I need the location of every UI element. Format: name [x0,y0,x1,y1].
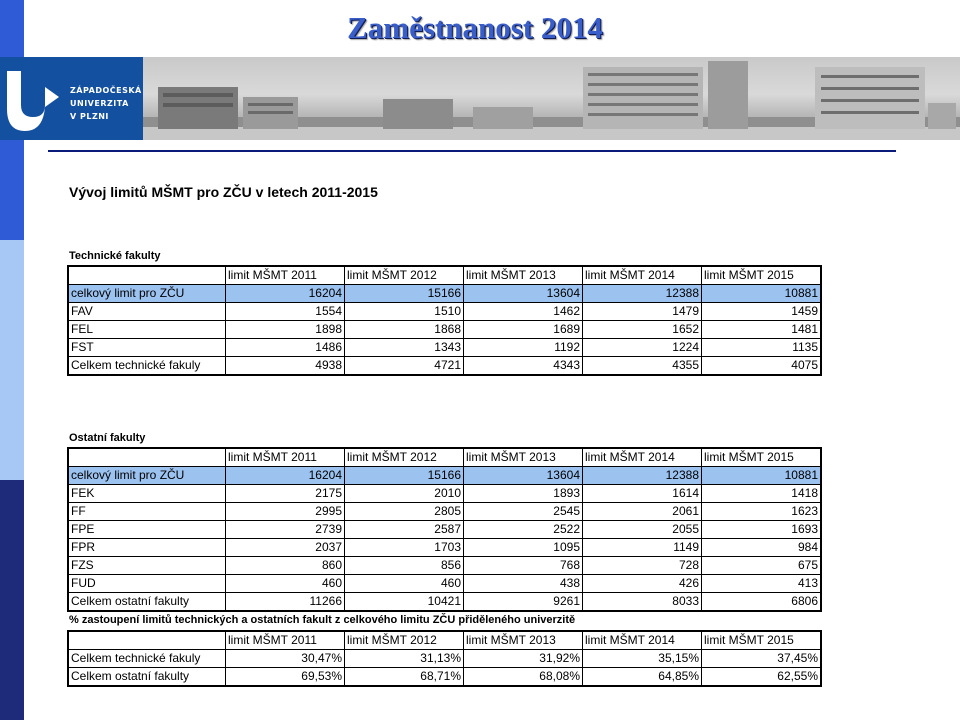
logo-line-3: V PLZNI [70,112,109,121]
table-cell: 2739 [226,521,345,539]
table-cell: 68,71% [345,668,464,687]
table-cell: 675 [702,557,822,575]
column-header: limit MŠMT 2012 [345,631,464,650]
table-row [68,339,821,357]
table-cell: 1459 [702,303,822,321]
table-cell: 2522 [464,521,583,539]
technical-section-title: Technické fakulty [69,250,161,262]
table-cell: 856 [345,557,464,575]
table-cell: 1149 [583,539,702,557]
table-cell: 35,15% [583,650,702,668]
decorative-stripe-middle [0,240,24,480]
table-cell: 1614 [583,485,702,503]
column-header: limit MŠMT 2011 [226,448,345,467]
other-section-title: Ostatní fakulty [69,432,146,444]
table-cell: 1898 [226,321,345,339]
table-row [68,485,821,503]
column-header: limit MŠMT 2013 [464,631,583,650]
table-row [68,303,821,321]
table-cell: 1135 [702,339,822,357]
table-cell: 31,13% [345,650,464,668]
table-cell: 4938 [226,357,345,376]
table-cell: 1693 [702,521,822,539]
document-title: Vývoj limitů MŠMT pro ZČU v letech 2011-2015 [69,184,378,200]
university-logo [0,57,143,140]
percent-section-title: % zastoupení limitů technických a ostatních fakult z celkového limitu ZČU přiděleného univerzitě [69,614,576,626]
table-cell: 9261 [464,593,583,612]
table-cell: 10421 [345,593,464,612]
table-cell: 4343 [464,357,583,376]
table-cell: 2037 [226,539,345,557]
table-cell: 16204 [226,467,345,485]
table-cell: 1868 [345,321,464,339]
table-cell: 1224 [583,339,702,357]
row-label: Celkem technické fakuly [68,650,226,668]
column-header: limit MŠMT 2014 [583,448,702,467]
row-label: FF [68,503,226,521]
table-row [68,321,821,339]
campus-buildings-image [143,57,960,140]
column-header: limit MŠMT 2013 [464,266,583,285]
table-row-highlighted [68,467,821,485]
divider-line [48,150,896,152]
table-row [68,668,821,687]
table-cell: 426 [583,575,702,593]
table-cell: 2175 [226,485,345,503]
table-cell: 2587 [345,521,464,539]
column-header: limit MŠMT 2012 [345,266,464,285]
university-logo-icon [3,65,65,135]
table-row [68,575,821,593]
table-corner-cell [68,266,226,285]
table-cell: 1343 [345,339,464,357]
table-cell: 1486 [226,339,345,357]
table-cell: 413 [702,575,822,593]
table-row-highlighted [68,285,821,303]
table-cell: 37,45% [702,650,822,668]
table-cell: 8033 [583,593,702,612]
column-header: limit MŠMT 2015 [702,631,822,650]
table-cell: 4721 [345,357,464,376]
table-cell: 1689 [464,321,583,339]
row-label: celkový limit pro ZČU [68,285,226,303]
technical-table [67,265,822,376]
table-row [68,650,821,668]
table-cell: 2010 [345,485,464,503]
percent-table [67,630,822,687]
table-cell: 1192 [464,339,583,357]
row-label: Celkem ostatní fakulty [68,668,226,687]
logo-line-1: ZÁPADOČESKÁ [70,86,142,95]
row-label: FUD [68,575,226,593]
table-cell: 2061 [583,503,702,521]
table-header-row [68,448,821,467]
table-cell: 13604 [464,467,583,485]
table-cell: 1703 [345,539,464,557]
slide-title: Zaměstnanost 2014 [347,10,603,45]
table-cell: 1510 [345,303,464,321]
column-header: limit MŠMT 2015 [702,266,822,285]
table-cell: 1481 [702,321,822,339]
table-cell: 31,92% [464,650,583,668]
table-cell: 4075 [702,357,822,376]
table-row [68,539,821,557]
row-label: FEL [68,321,226,339]
table-cell: 64,85% [583,668,702,687]
table-cell: 12388 [583,285,702,303]
row-label: celkový limit pro ZČU [68,467,226,485]
table-cell: 1554 [226,303,345,321]
column-header: limit MŠMT 2015 [702,448,822,467]
header-banner [0,57,960,140]
table-cell: 10881 [702,285,822,303]
table-row [68,503,821,521]
row-label: FST [68,339,226,357]
table-cell: 30,47% [226,650,345,668]
row-label: FEK [68,485,226,503]
table-cell: 984 [702,539,822,557]
table-row [68,557,821,575]
table-header-row [68,631,821,650]
table-cell: 728 [583,557,702,575]
logo-line-2: UNIVERZITA [70,99,129,108]
table-cell: 2805 [345,503,464,521]
column-header: limit MŠMT 2013 [464,448,583,467]
table-cell: 62,55% [702,668,822,687]
table-cell: 438 [464,575,583,593]
table-corner-cell [68,631,226,650]
table-cell: 16204 [226,285,345,303]
table-row [68,521,821,539]
table-cell: 2545 [464,503,583,521]
table-cell: 1462 [464,303,583,321]
table-cell: 6806 [702,593,822,612]
table-cell: 15166 [345,467,464,485]
table-cell: 12388 [583,467,702,485]
table-cell: 13604 [464,285,583,303]
table-cell: 4355 [583,357,702,376]
row-label: FZS [68,557,226,575]
table-cell: 460 [345,575,464,593]
table-cell: 1623 [702,503,822,521]
column-header: limit MŠMT 2012 [345,448,464,467]
table-cell: 860 [226,557,345,575]
table-cell: 2995 [226,503,345,521]
row-label: FPR [68,539,226,557]
table-cell: 11266 [226,593,345,612]
column-header: limit MŠMT 2014 [583,266,702,285]
table-corner-cell [68,448,226,467]
table-cell: 1893 [464,485,583,503]
decorative-stripe-bottom [0,480,24,720]
table-cell: 15166 [345,285,464,303]
table-cell: 1418 [702,485,822,503]
row-label: Celkem ostatní fakulty [68,593,226,612]
column-header: limit MŠMT 2014 [583,631,702,650]
other-table [67,447,822,612]
table-cell: 10881 [702,467,822,485]
table-cell: 1479 [583,303,702,321]
university-logo-text [70,84,142,123]
row-label: FAV [68,303,226,321]
table-cell: 2055 [583,521,702,539]
table-cell: 68,08% [464,668,583,687]
table-cell: 460 [226,575,345,593]
table-row-total [68,357,821,376]
column-header: limit MŠMT 2011 [226,631,345,650]
row-label: Celkem technické fakuly [68,357,226,376]
column-header: limit MŠMT 2011 [226,266,345,285]
table-cell: 69,53% [226,668,345,687]
table-cell: 1095 [464,539,583,557]
table-header-row [68,266,821,285]
table-row-total [68,593,821,612]
table-cell: 768 [464,557,583,575]
table-cell: 1652 [583,321,702,339]
row-label: FPE [68,521,226,539]
